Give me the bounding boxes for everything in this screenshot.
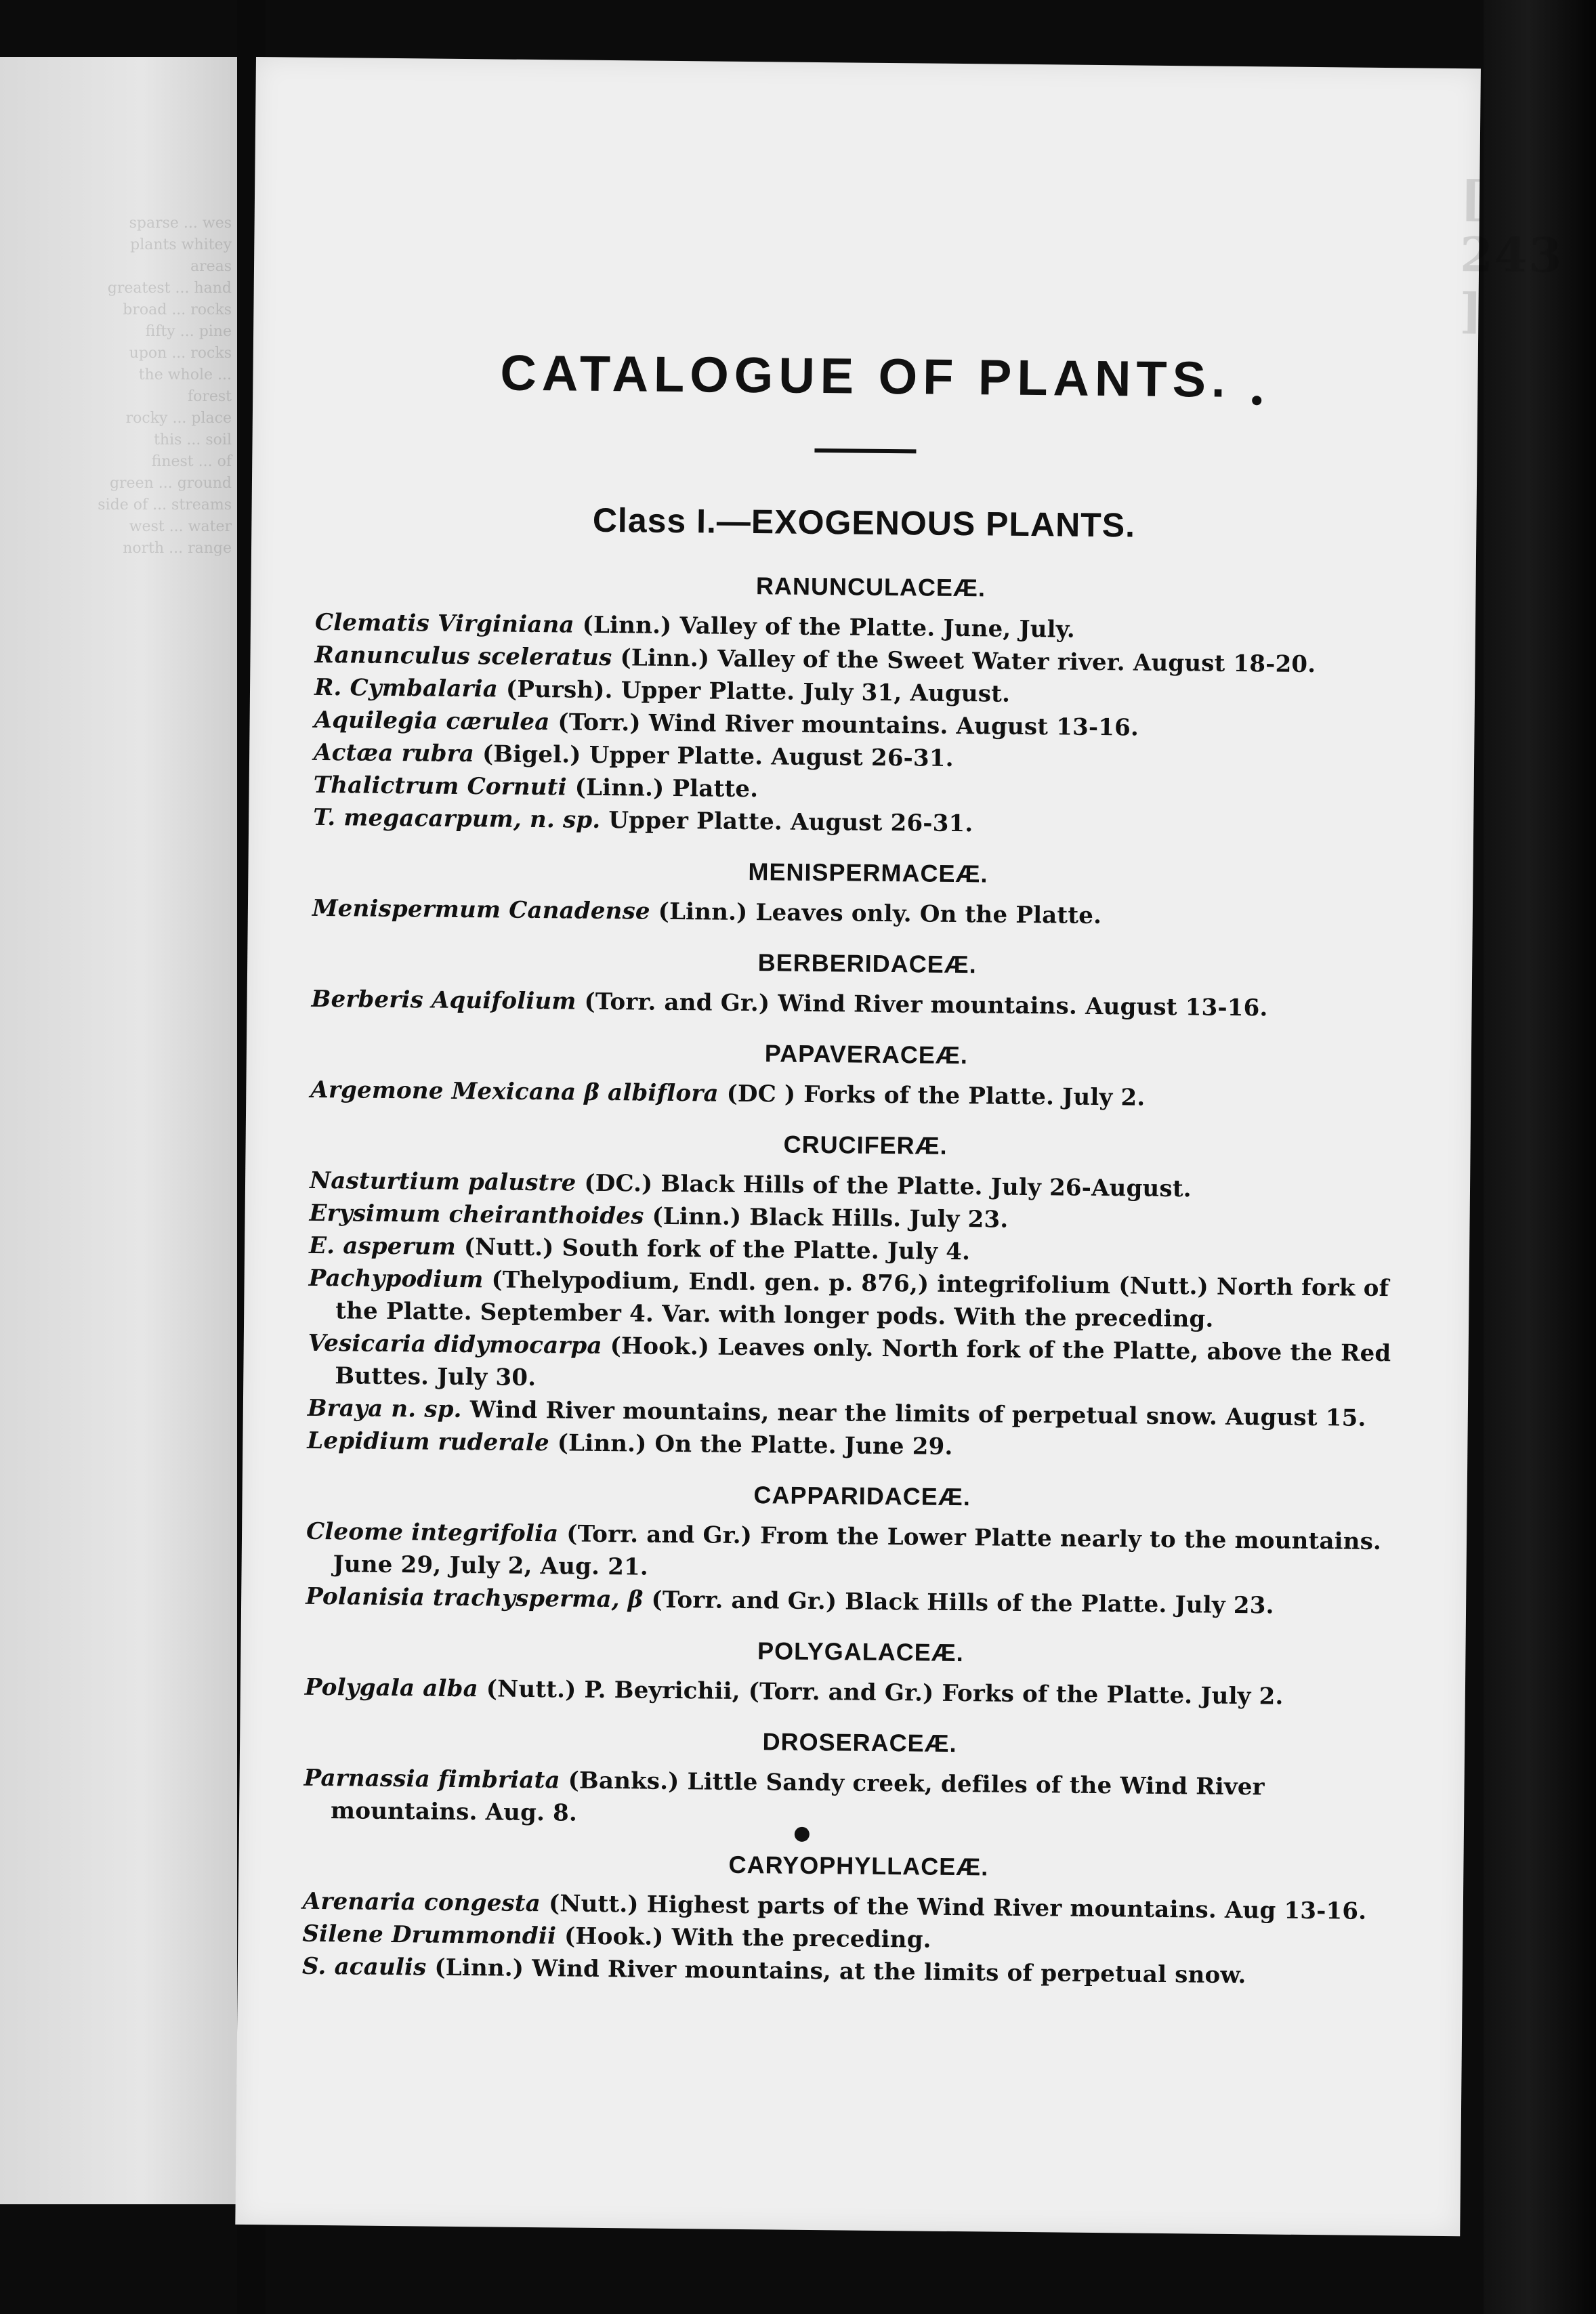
species-details: (Linn.) Valley of the Platte. June, July. bbox=[574, 611, 1076, 644]
species-details: (Nutt.) Highest parts of the Wind River mountains. Aug 13-16. bbox=[540, 1890, 1367, 1925]
page-title: CATALOGUE OF PLANTS. bbox=[500, 344, 1231, 408]
family-heading: PAPAVERACEÆ. bbox=[764, 1039, 969, 1070]
species-name: S. acaulis bbox=[301, 1952, 427, 1981]
species-name: Parnassia fimbriata bbox=[303, 1764, 560, 1794]
document-page bbox=[235, 57, 1563, 2236]
ink-speck bbox=[795, 1827, 810, 1842]
class-heading: Class I.—EXOGENOUS PLANTS. bbox=[592, 501, 1136, 545]
species-entry bbox=[312, 892, 1423, 935]
species-details: (Thelypodium, Endl. gen. p. 876,) integrifolium (Nutt.) North fork of the Platte. September 4. Var. with longer pods. With the preceding. bbox=[335, 1266, 1389, 1333]
species-name: Erysimum cheiranthoides bbox=[309, 1199, 644, 1230]
species-details: (Hook.) Leaves only. North fork of the Platte, above the Red Buttes. July 30. bbox=[335, 1332, 1391, 1392]
species-entry bbox=[310, 1074, 1421, 1117]
species-details: (Linn.) Black Hills. July 23. bbox=[644, 1202, 1009, 1234]
ink-speck bbox=[1252, 396, 1261, 405]
species-details: (DC.) Black Hills of the Platte. July 26-August. bbox=[576, 1169, 1192, 1203]
species-details: (Banks.) Little Sandy creek, defiles of the Wind River mountains. Aug. 8. bbox=[330, 1767, 1265, 1827]
species-details: Wind River mountains, near the limits of perpetual snow. August 15. bbox=[461, 1396, 1366, 1432]
species-name: Thalictrum Cornuti bbox=[313, 771, 567, 801]
species-name: Braya n. sp. bbox=[307, 1394, 462, 1424]
species-name: Clematis Virginiana bbox=[314, 608, 574, 639]
species-details: (DC ) Forks of the Platte. July 2. bbox=[718, 1080, 1146, 1112]
species-name: E. asperum bbox=[308, 1232, 457, 1261]
family-heading: MENISPERMACEÆ. bbox=[748, 858, 988, 888]
species-entry bbox=[308, 1262, 1420, 1338]
species-name: Pachypodium bbox=[308, 1264, 484, 1294]
scan-border bbox=[1484, 0, 1596, 2314]
species-name: R. Cymbalaria bbox=[314, 673, 499, 703]
species-details: (Linn.) Leaves only. On the Platte. bbox=[650, 898, 1102, 930]
catalogue-body bbox=[302, 567, 1427, 1994]
species-details: (Torr.) Wind River mountains. August 13-16. bbox=[549, 709, 1139, 742]
species-details: (Linn.) Platte. bbox=[566, 774, 759, 803]
species-name: Vesicaria didymocarpa bbox=[308, 1329, 602, 1360]
species-name: Menispermum Canadense bbox=[312, 894, 650, 925]
family-heading: CARYOPHYLLACEÆ. bbox=[728, 1850, 989, 1881]
facing-page bbox=[0, 57, 237, 2204]
species-name: Ranunculus sceleratus bbox=[314, 641, 612, 672]
species-name: Silene Drummondii bbox=[302, 1920, 557, 1950]
species-name: Polanisia trachysperma, β bbox=[305, 1582, 644, 1614]
species-name: Aquilegia cærulea bbox=[314, 706, 550, 736]
species-details: (Bigel.) Upper Platte. August 26-31. bbox=[474, 740, 954, 772]
family-heading: CRUCIFERÆ. bbox=[783, 1130, 948, 1160]
species-details: (Torr. and Gr.) Black Hills of the Platte. July 23. bbox=[643, 1586, 1274, 1620]
species-name: T. megacarpum, n. sp. bbox=[313, 803, 601, 834]
species-name: Arenaria congesta bbox=[302, 1887, 541, 1918]
species-name: Actæa rubra bbox=[313, 738, 475, 768]
species-details: (Linn.) Wind River mountains, at the limits of perpetual snow. bbox=[426, 1954, 1246, 1990]
species-details: (Torr. and Gr.) From the Lower Platte nearly to the mountains. June 29, July 2, Aug. 21. bbox=[333, 1520, 1382, 1581]
species-details: (Hook.) With the preceding. bbox=[555, 1922, 931, 1954]
species-name: Nasturtium palustre bbox=[309, 1166, 576, 1197]
species-entry bbox=[303, 1762, 1415, 1838]
species-name: Berberis Aquifolium bbox=[311, 985, 576, 1015]
facing-page-bleed-text: sparse ... wes plants whitey areas greatest ... hand broad ... rocks fifty ... pine upon ... rocks the whole ... forest rocky ... place this ... soil finest ... of green ... ground side of ... streams west ... water north ... range bbox=[98, 215, 232, 557]
species-name: Argemone Mexicana β albiflora bbox=[310, 1076, 719, 1108]
species-name: Cleome integrifolia bbox=[306, 1517, 559, 1548]
species-details: (Torr. and Gr.) Wind River mountains. August 13-16. bbox=[576, 988, 1268, 1022]
species-details: (Linn.) Valley of the Sweet Water river. August 18-20. bbox=[612, 644, 1316, 679]
species-details: (Linn.) On the Platte. June 29. bbox=[549, 1429, 953, 1460]
family-heading: BERBERIDACEÆ. bbox=[757, 948, 977, 979]
species-name: Polygala alba bbox=[304, 1673, 479, 1703]
species-details: (Pursh). Upper Platte. July 31, August. bbox=[497, 675, 1011, 708]
species-details: (Nutt.) P. Beyrichii, (Torr. and Gr.) Forks of the Platte. July 2. bbox=[478, 1675, 1284, 1710]
family-heading: DROSERACEÆ. bbox=[762, 1727, 957, 1758]
species-name: Lepidium ruderale bbox=[307, 1427, 549, 1457]
page-number: [ 243 ] bbox=[1459, 170, 1563, 339]
species-entry bbox=[311, 983, 1422, 1026]
species-entry bbox=[305, 1671, 1416, 1715]
species-details: (Nutt.) South fork of the Platte. July 4. bbox=[455, 1233, 971, 1266]
title-rule bbox=[814, 448, 916, 453]
family-heading: POLYGALACEÆ. bbox=[757, 1637, 964, 1667]
species-entry bbox=[306, 1515, 1417, 1591]
family-heading: CAPPARIDACEÆ. bbox=[753, 1481, 971, 1511]
species-details: Upper Platte. August 26-31. bbox=[600, 806, 973, 838]
family-heading: RANUNCULACEÆ. bbox=[755, 572, 986, 602]
species-entry bbox=[308, 1327, 1419, 1403]
